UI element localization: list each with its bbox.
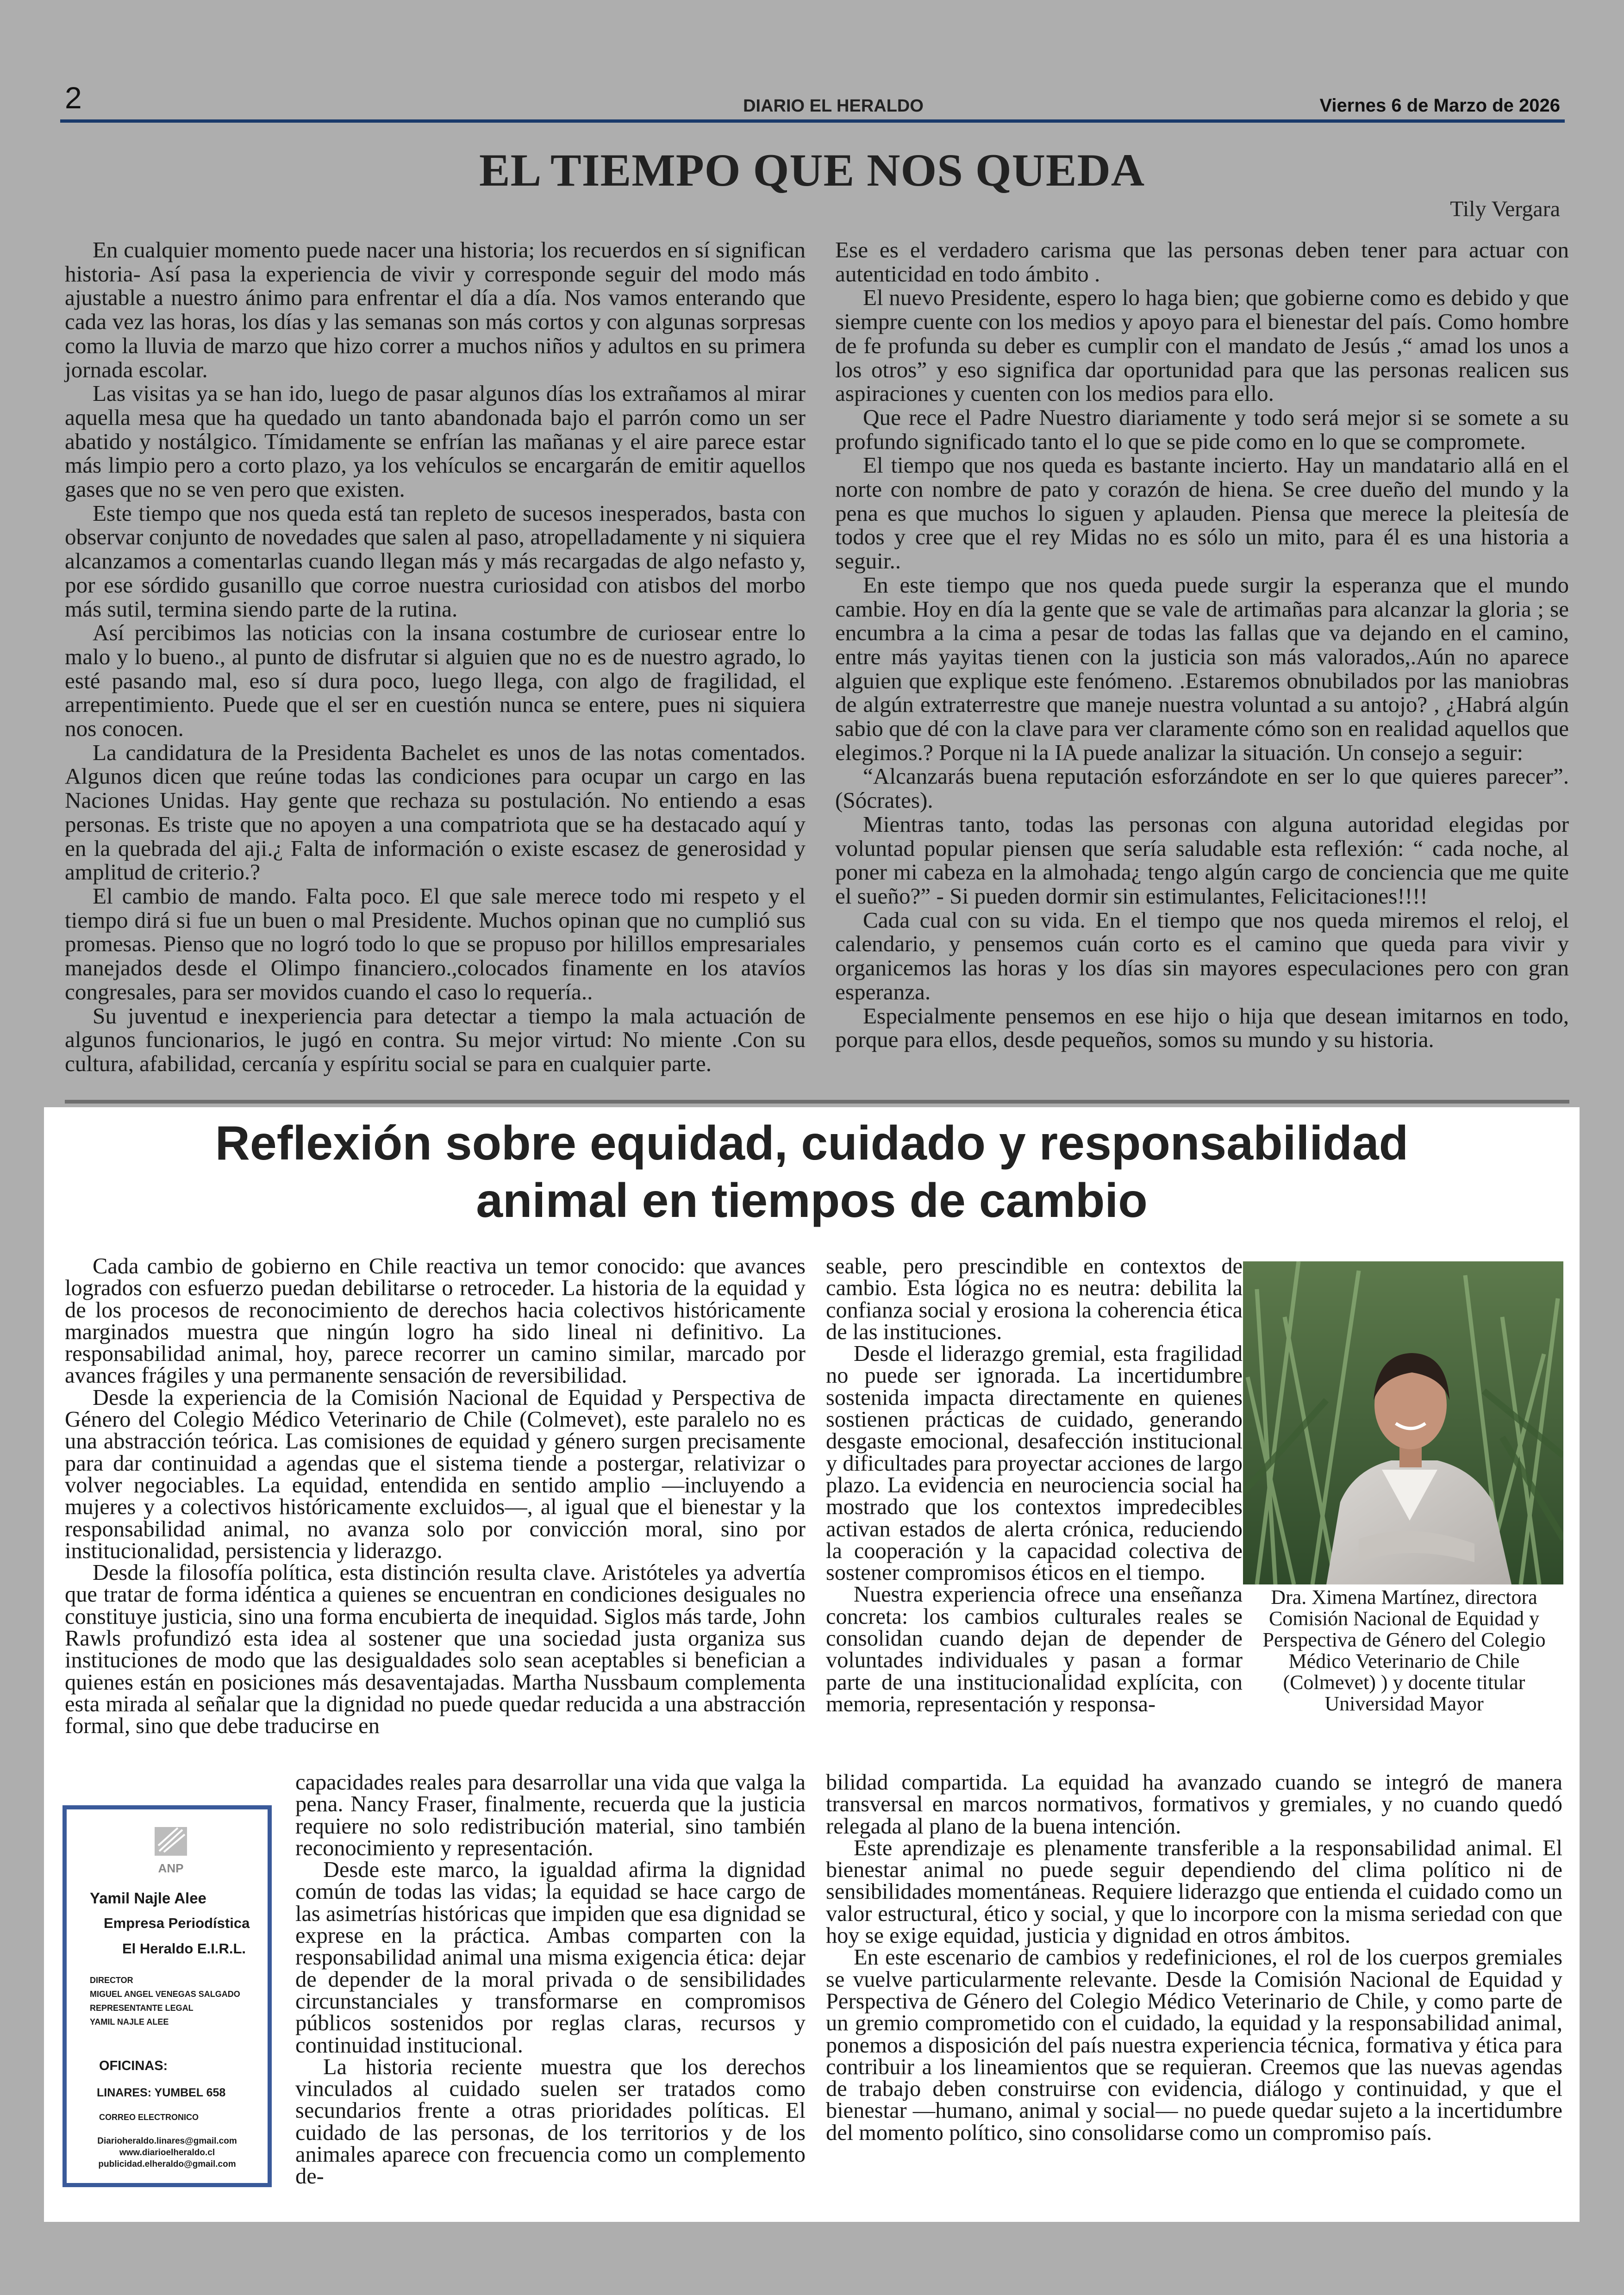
article2-column-middle — [826, 1255, 1243, 1715]
paragraph: Ese es el verdadero carisma que las personas deben tener para actuar con autenticidad en todo ámbito . — [835, 237, 1569, 287]
photo-caption — [1235, 1587, 1573, 1715]
representative-name: YAMIL NAJLE ALEE — [90, 2017, 169, 2027]
paragraph: Cada cambio de gobierno en Chile reactiva un temor conocido: que avances logrados con esfuerzo puedan debilitarse o retroceder. La historia de la equidad y de los procesos de reconocimiento de derechos hacia colectivos históricamente marginados muestra que ningún logro ha sido lineal ni definitivo. La responsabilidad animal, hoy, parece recorrer un camino similar, marcado por avances frágiles y una permanente sensación de reversibilidad. — [65, 1254, 806, 1388]
article2-title-line2: animal en tiempos de cambio — [476, 1174, 1148, 1228]
page-number: 2 — [65, 81, 82, 115]
paragraph: Así percibimos las noticias con la insana costumbre de curiosear entre lo malo y lo bueno., al punto de disfrutar si alguien que no es de nuestro agrado, lo esté pasando mal, eso sí dura poco, luego llega, con algo de fragilidad, el arrepentimiento. Puede que el ser en cuestión nunca se entere, pues ni siquiera nos conocen. — [65, 620, 806, 742]
paragraph: Las visitas ya se han ido, luego de pasar algunos días los extrañamos al mirar aquella mesa que ha quedado un tanto abandonada bajo el parrón como un ser abatido y nostálgico. Tímidamente se enfrían las mañanas y el aire parece estar más limpio pero a corto plazo, ya los vehículos se encargarán de emitir aquellos gases que no se ven pero que existen. — [65, 380, 806, 502]
imprint-owner: Yamil Najle Alee — [90, 1890, 206, 1907]
email-address: Diarioheraldo.linares@gmail.com — [97, 2136, 237, 2146]
portrait-photo — [1243, 1261, 1563, 1584]
article-author: Tily Vergara — [1450, 197, 1560, 221]
header-rule — [60, 119, 1565, 123]
paragraph: bilidad compartida. La equidad ha avanzado cuando se integró de manera transversal en marcos normativos, formativos y gremiales, y no cuando quedó relegada al plano de la buena intención. — [826, 1770, 1562, 1839]
paragraph: Desde la filosofía política, esta distinción resulta clave. Aristóteles ya advertía que tratar de forma idéntica a quienes se encuentran en condiciones desiguales no constituye justicia, sino una forma encubierta de inequidad. Siglos más tarde, John Rawls profundizó esta idea al sostener que una sociedad justa organiza sus instituciones de modo que las desigualdades solo sean aceptables si benefician a quienes están en posiciones más desaventajadas. Martha Nussbaum complementa esta mirada al señalar que la dignidad no puede quedar reducida a una abstracción formal, sino que debe traducirse en — [65, 1560, 806, 1739]
email-label: CORREO ELECTRONICO — [99, 2113, 199, 2122]
caption-line: Dra. Ximena Martínez, directora — [1271, 1586, 1537, 1609]
paragraph: Desde este marco, la igualdad afirma la dignidad común de todas las vidas; la equidad se hace cargo de las asimetrías históricas que impiden que esa dignidad se exprese en la práctica. Ambas comparten con la responsabilidad animal una misma exigencia ética: dejar de depender de la moral privada o de sensibilidades circunstanciales y transformarse en compromisos públicos sostenidos por reglas claras, recursos y continuidad institucional. — [295, 1858, 806, 2058]
article2-column-left — [65, 1255, 806, 1737]
paragraph: “Alcanzarás buena reputación esforzándote en ser lo que quieres parecer”. (Sócrates). — [835, 763, 1569, 813]
paragraph: Nuestra experiencia ofrece una enseñanza concreta: los cambios culturales reales se consolidan cuando dejan de depender de voluntades individuales y pasan a formar parte de una institucionalidad explícita, con memoria, representación y responsa- — [826, 1582, 1243, 1716]
article2-column-bottom — [826, 1771, 1562, 2144]
paragraph: Que rece el Padre Nuestro diariamente y todo será mejor si se somete a su profundo significado tanto el lo que se pide como en lo que se compromete. — [835, 404, 1569, 454]
caption-line: Comisión Nacional de Equidad y — [1268, 1607, 1540, 1630]
paragraph: En este escenario de cambios y redefiniciones, el rol de los cuerpos gremiales se vuelve particularmente relevante. Desde la Comisión Nacional de Equidad y Perspectiva de Género del Colegio Médico Veterinario de Chile, y como parte de un gremio comprometido con el cuidado, la equidad y la responsabilidad animal, ponemos a disposición del país nuestra experiencia técnica, formativa y ética para contribuir a los lineamientos que se requieran. Creemos que las nuevas agendas de trabajo deben construirse con evidencia, diálogo y continuidad, y que el bienestar —humano, animal y social— no puede quedar sujeto a la incertidumbre del momento político, sino consolidarse como un compromiso país. — [826, 1945, 1562, 2145]
article2-title — [44, 1115, 1580, 1229]
advertising-email: publicidad.elheraldo@gmail.com — [98, 2159, 236, 2169]
caption-line: Universidad Mayor — [1324, 1692, 1484, 1715]
paragraph: capacidades reales para desarrollar una vida que valga la pena. Nancy Fraser, finalmente, recuerda que la justicia requiere no solo redistribución material, sino también reconocimiento y representación. — [295, 1770, 806, 1860]
caption-line: (Colmevet) ) y docente titular — [1283, 1671, 1525, 1694]
paragraph: Especialmente pensemos en ese hijo o hija que desean imitarnos en todo, porque para ellos, desde pequeños, somos su mundo y su historia. — [835, 1003, 1569, 1053]
paragraph: Mientras tanto, todas las personas con alguna autoridad elegidas por voluntad popular piensen que sería saludable esta reflexión: “ cada noche, al poner mi cabeza en la almohada¿ tengo algún cargo de conciencia que me quite el sueño?” - Si pueden dormir sin estimulantes, Felicitaciones!!!! — [835, 811, 1569, 909]
offices-label: OFICINAS: — [99, 2058, 168, 2073]
paragraph: Este tiempo que nos queda está tan repleto de sucesos inesperados, basta con observar conjunto de novedades que salen al paso, atropelladamente y ni siquiera alcanzamos a comentarlas cuando llegan más y más recargadas de algo nefasto y, por ese sórdido gusanillo que corroe nuestra curiosidad con atisbos del morbo más sutil, termina siendo parte de la rutina. — [65, 500, 806, 622]
section-separator — [65, 1100, 1569, 1104]
website: www.diarioelheraldo.cl — [119, 2148, 215, 2158]
paragraph: En cualquier momento puede nacer una historia; los recuerdos en sí significan historia- Así pasa la experiencia de vivir y corresponde seguir del modo más ajustable a nuestro ánimo para enfrentar el día a día. Nos vamos enterando que cada vez las horas, los días y las semanas son más cortos y con algunas sorpresas como la lluvia de marzo que hizo correr a muchos niños y adultos en su primera jornada escolar. — [65, 237, 806, 382]
newspaper-name: DIARIO EL HERALDO — [743, 96, 924, 116]
imprint-company: Empresa Periodística — [104, 1915, 250, 1931]
paragraph: Desde la experiencia de la Comisión Nacional de Equidad y Perspectiva de Género del Colegio Médico Veterinario de Chile (Colmevet), este paralelo no es una abstracción teórica. Las comisiones de equidad y género surgen precisamente para dar continuidad a agendas que el sistema tiende a postergar, relativizar o volver negociables. La equidad, entendida en sentido amplio —incluyendo a mujeres y a colectivos históricamente excluidos—, al igual que el bienestar y la responsabilidad animal, no avanza solo por convicción moral, sino por institucionalidad, persistencia y liderazgo. — [65, 1385, 806, 1563]
paragraph: El nuevo Presidente, espero lo haga bien; que gobierne como es debido y que siempre cuente con los medios y apoyo para el bienestar del país. Como hombre de fe profunda su deber es cumplir con el mandato de Jesús ,“ amad los unos a los otros” y eso significa dar oportunidad para que las personas realicen sus aspiraciones y cuenten con los medios para ello. — [835, 285, 1569, 406]
paragraph: Este aprendizaje es plenamente transferible a la responsabilidad animal. El bienestar animal no puede seguir dependiendo del clima político ni de sensibilidades momentáneas. Requiere liderazgo que entienda el cuidado como un valor estructural, ético y social, y que lo incorpore con la misma seriedad con que hoy se exige equidad, justicia y dignidad en otros ámbitos. — [826, 1835, 1562, 1948]
paragraph: La candidatura de la Presidenta Bachelet es unos de las notas comentados. Algunos dicen que reúne todas las condiciones para ocupar un cargo en las Naciones Unidas. Hay gente que rechaza su postulación. No entiendo a esas personas. Es triste que no apoyen a una compatriota que se ha destacado aquí y en la quebrada del aji.¿ Falta de información o existe escasez de generosidad y amplitud de criterio.? — [65, 739, 806, 885]
paragraph: La historia reciente muestra que los derechos vinculados al cuidado suelen ser tratados como secundarios frente a otras prioridades políticas. El cuidado de las personas, de los territorios y de los animales aparece con frecuencia como un complemento de- — [295, 2054, 806, 2189]
imprint-company-name: El Heraldo E.I.R.L. — [122, 1940, 246, 1957]
imprint-box — [62, 1805, 272, 2187]
director-name: MIGUEL ANGEL VENEGAS SALGADO — [90, 1989, 240, 1999]
paragraph: Desde el liderazgo gremial, esta fragilidad no puede ser ignorada. La incertidumbre sostenida impacta directamente en quienes sostienen prácticas de cuidado, generando desgaste emocional, desafección institucional y dificultades para proyectar acciones de largo plazo. La evidencia en neurociencia social ha mostrado que los contextos impredecibles activan estados de alerta crónica, reduciendo la cooperación y la capacidad colectiva de sostener compromisos éticos en el tiempo. — [826, 1341, 1243, 1585]
paragraph: El tiempo que nos queda es bastante incierto. Hay un mandatario allá en el norte con nombre de pato y corazón de hiena. Se cree dueño del mundo y la pena es que muchos lo siguen y aplauden. Piensa que merece la pleitesía de todos y cree que el rey Midas no es sólo un mito, para él es una historia a seguir.. — [835, 452, 1569, 574]
logo-text: ANP — [158, 1861, 184, 1875]
article2-column-left-lower — [295, 1771, 806, 2188]
issue-date: Viernes 6 de Marzo de 2026 — [1319, 95, 1560, 116]
director-label: DIRECTOR — [90, 1976, 133, 1985]
caption-line: Perspectiva de Género del Colegio — [1262, 1628, 1546, 1651]
paragraph: Cada cual con su vida. En el tiempo que nos queda miremos el reloj, el calendario, y pensemos cuán corto es el camino que queda para vivir y organicemos las horas y los días sin mayores especulaciones pero con gran esperanza. — [835, 907, 1569, 1004]
article-title: EL TIEMPO QUE NOS QUEDA — [479, 144, 1145, 196]
offices-address: LINARES: YUMBEL 658 — [97, 2086, 226, 2099]
representative-label: REPRESENTANTE LEGAL — [90, 2003, 194, 2013]
paragraph: El cambio de mando. Falta poco. El que sale merece todo mi respeto y el tiempo dirá si fue un buen o mal Presidente. Muchos opinan que no cumplió sus promesas. Pienso que no logró todo lo que se propuso por hilillos empresariales manejados desde el Olimpo financiero.,colocados finamente en los atavíos congresales, para ser movidos cuando el caso lo requería.. — [65, 883, 806, 1004]
article2-title-line1: Reflexión sobre equidad, cuidado y responsabilidad — [215, 1116, 1409, 1170]
caption-line: Médico Veterinario de Chile — [1288, 1650, 1520, 1672]
paragraph: Su juventud e inexperiencia para detectar a tiempo la mala actuación de algunos funcionarios, le jugó en contra. Su mejor virtud: No miente .Con su cultura, afabilidad, cercanía y espíritu social se para en cualquier parte. — [65, 1003, 806, 1076]
article-column-left — [65, 238, 806, 1076]
paragraph: En este tiempo que nos queda puede surgir la esperanza que el mundo cambie. Hoy en día la gente que se vale de artimañas para alcanzar la gloria ; se encumbra a la cima a pesar de todas las fallas que va dejando en el camino, entre más yayitas tienen con la justicia son más valorados,.Aún no aparece alguien que explique este fenómeno. .Estaremos obnubilados por las maniobras de algún extraterrestre que maneje nuestra voluntad a su antojo? , ¿Habrá algún sabio que dé con la clave para ver claramente cómo son en realidad aquellos que elegimos.? Porque ni la IA puede analizar la situación. Un consejo a seguir: — [835, 572, 1569, 765]
paragraph: seable, pero prescindible en contextos de cambio. Esta lógica no es neutra: debilita la confianza social y erosiona la coherencia ética de las instituciones. — [826, 1254, 1243, 1344]
article-column-right — [835, 238, 1569, 1052]
